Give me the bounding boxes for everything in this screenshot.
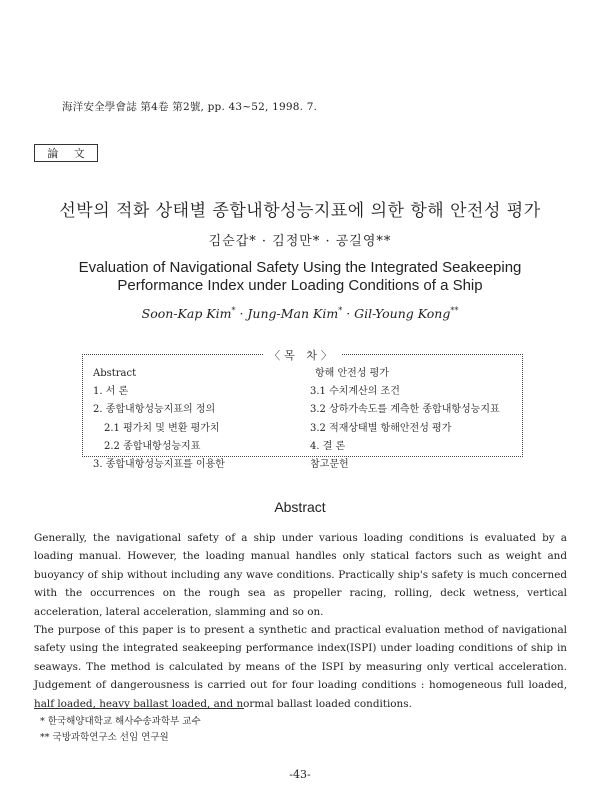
toc-item: 4. 결 론 xyxy=(310,440,346,452)
toc-left-column xyxy=(93,365,308,474)
footnote-divider xyxy=(34,708,244,709)
author-2-mark: * xyxy=(338,306,343,315)
journal-reference: 海洋安全學會誌 第4卷 第2號, pp. 43~52, 1998. 7. xyxy=(62,101,318,113)
authors-korean: 김순갑* · 김정만* · 공길영** xyxy=(208,234,392,249)
toc-item: 3.2 적재상태별 항해안전성 평가 xyxy=(310,422,452,434)
table-of-contents xyxy=(82,349,523,471)
abstract-paragraph: Generally, the navigational safety of a ship under various loading conditions is evaluated by a loading manual. However, the loading manual handles only statical factors such as weight and buoyancy of ship without including any wave conditions. Practically ship's safety is much concerned with the occurrences on the rough sea as propeller racing, rolling, deck wetness, vertical acceleration, lateral acceleration, slamming and so on. xyxy=(34,532,567,618)
footnotes xyxy=(40,714,201,746)
toc-item: Abstract xyxy=(93,368,137,379)
author-2-name: Jung-Man Kim xyxy=(247,306,339,322)
toc-item: 1. 서 론 xyxy=(93,386,129,398)
toc-item: 2.2 종합내항성능지표 xyxy=(104,440,201,452)
toc-item: 3. 종합내항성능지표를 이용한 xyxy=(93,459,225,471)
section-label: 論 文 xyxy=(34,144,98,162)
abstract-paragraph: The purpose of this paper is to present a synthetic and practical evaluation method of navigational safety using the integrated seakeeping performance index(ISPI) under loading conditions of ship in seaways. The method is calculated by means of the ISPI by measuring only vertical acceleration. Judgement of dangerousness is carried out for four loading conditions : homogeneous full loaded, half loaded, heavy ballast loaded, and normal ballast loaded conditions. xyxy=(34,624,567,710)
authors-english xyxy=(0,306,600,321)
author-3-mark: ** xyxy=(450,306,459,315)
title-english xyxy=(0,259,600,295)
author-separator: · xyxy=(235,306,248,322)
abstract-body xyxy=(34,529,567,713)
toc-right-column xyxy=(310,365,520,474)
footnote-affiliation-1: * 한국해양대학교 해사수송과학부 교수 xyxy=(40,716,201,727)
toc-item: 2.1 평가치 및 변환 평가치 xyxy=(104,422,220,434)
title-english-line-2: Performance Index under Loading Conditions of a Ship xyxy=(117,277,483,294)
abstract-heading: Abstract xyxy=(274,499,326,515)
author-1-mark: * xyxy=(231,306,236,315)
title-korean: 선박의 적화 상태별 종합내항성능지표에 의한 항해 안전성 평가 xyxy=(59,201,541,221)
page-number: -43- xyxy=(289,768,311,781)
footnote-affiliation-2: ** 국방과학연구소 선임 연구원 xyxy=(40,732,169,743)
toc-item: 3.1 수치계산의 조건 xyxy=(310,386,400,398)
title-english-line-1: Evaluation of Navigational Safety Using the Integrated Seakeeping xyxy=(78,259,522,276)
toc-item: 참고문헌 xyxy=(310,459,349,471)
author-1-name: Soon-Kap Kim xyxy=(141,306,232,322)
author-3-name: Gil-Young Kong xyxy=(354,306,451,322)
author-separator: · xyxy=(342,306,355,322)
toc-title: 〈목 차〉 xyxy=(263,347,342,363)
toc-item: 3.2 상하가속도를 계측한 종합내항성능지표 xyxy=(310,404,500,416)
toc-item: 항해 안전성 평가 xyxy=(315,368,389,379)
toc-item: 2. 종합내항성능지표의 정의 xyxy=(93,404,216,416)
